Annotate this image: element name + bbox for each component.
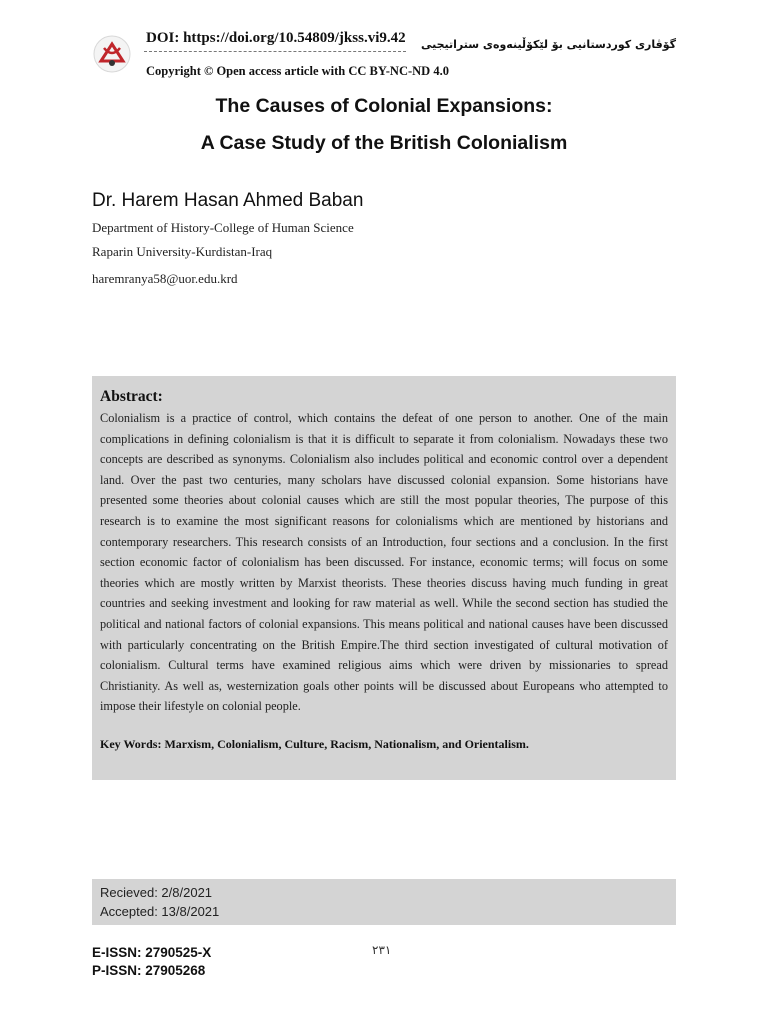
copyright-notice: Copyright © Open access article with CC BY-NC-ND 4.0 [146, 64, 449, 78]
dates-box [92, 879, 676, 925]
abstract-heading: Abstract: [100, 388, 163, 405]
doi-link[interactable]: DOI: https://doi.org/10.54809/jkss.vi9.42 [146, 30, 406, 46]
paper-title-line-2: A Case Study of the British Colonialism [200, 132, 568, 154]
pissn-label: P-ISSN: 27905268 [92, 963, 206, 978]
keywords: Key Words: Marxism, Colonialism, Culture, Racism, Nationalism, and Orientalism. [100, 736, 529, 751]
header-divider [144, 51, 406, 52]
accepted-date: Accepted: 13/8/2021 [100, 904, 220, 919]
abstract-text: Colonialism is a practice of control, which contains the defeat of one person to another. One of the main complications in defining colonialism is that it is difficult to separate it from colonialism. Nowadays these two concepts are described as synonyms. Colonialism also includes political and economic control over a dependent land. Over the past two centuries, many scholars have discussed colonial expansion. Some historians have presented some theories about colonial causes which are still the most popular theories, The purpose of this research is to examine the most significant reasons for colonialisms which are mentioned by historians and contemporary researchers. This research consists of an Introduction, four sections and a conclusion. In the first section economic factor of colonialism has been discussed. For instance, economic terms; will focus on some theories which are mostly written by Marxist theorists. These theories discuss having much funding in great countries and seeking investment and looking for raw material as well. While the second section has studied the political and national factors of colonial expansions. This means political and national causes have been discussed with particularly concentrating on the British Empire.The third section investigated of cultural motivation of colonialism. Cultural terms have examined religious aims which were driven by missionaries to spread Christianity. As well as, westernization goals other points will be discussed about Europeans who attempted to impose their lifestyle on colonial people. [100, 411, 668, 714]
author-department: Department of History-College of Human Science [92, 220, 354, 235]
page-header [92, 28, 676, 84]
journal-logo-icon [92, 34, 132, 74]
page-number: ٢٣١ [372, 943, 392, 957]
author-university: Raparin University-Kurdistan-Iraq [92, 244, 273, 259]
author-email[interactable]: haremranya58@uor.edu.krd [92, 271, 238, 286]
eissn-label: E-ISSN: 2790525-X [92, 945, 212, 960]
abstract-box [92, 376, 676, 780]
journal-name: گۆڤاری کوردستانیی بۆ لێکۆڵینەوەی ستراتیجیی [420, 38, 676, 51]
author-name: Dr. Harem Hasan Ahmed Baban [92, 190, 364, 211]
paper-title-line-1: The Causes of Colonial Expansions: [215, 95, 553, 117]
received-date: Recieved: 2/8/2021 [100, 885, 213, 900]
